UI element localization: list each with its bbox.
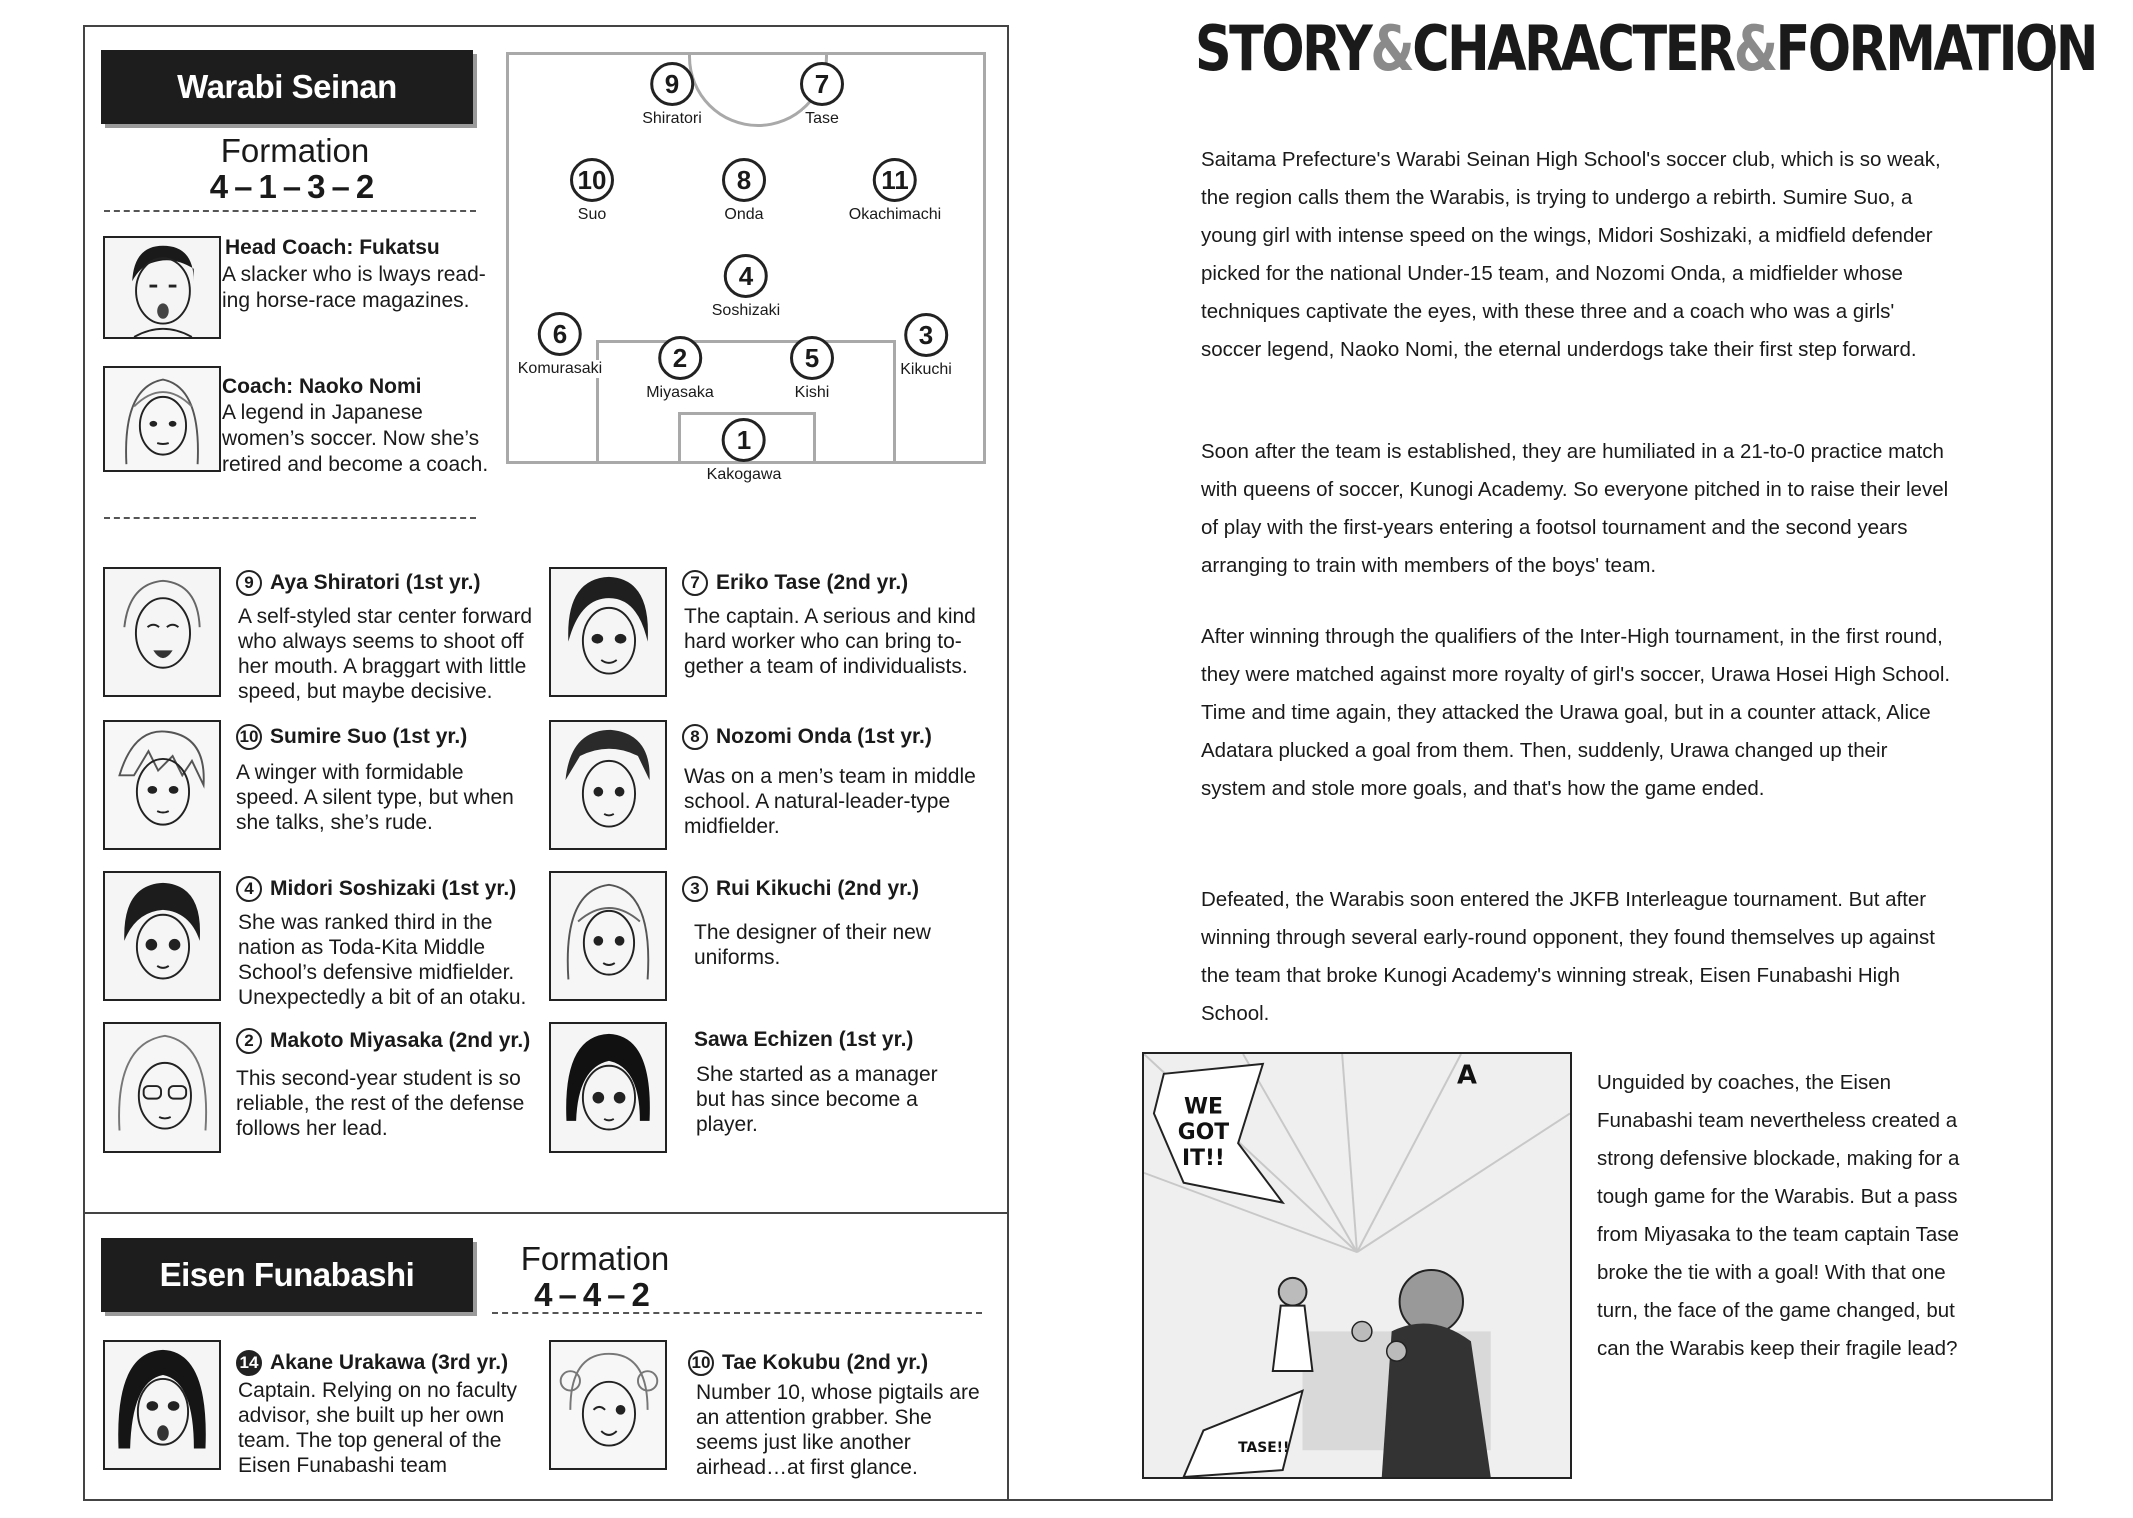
pitch-player: 5 Kishi	[790, 336, 834, 402]
shiratori-portrait	[103, 567, 221, 697]
divider-dashed	[104, 517, 476, 519]
number-badge: 7	[682, 570, 708, 596]
number-badge: 9	[236, 570, 262, 596]
character-desc: A self-styled star center forward who always seems to shoot off her mouth. A braggart with little speed, but maybe decisive.	[238, 605, 533, 703]
character-desc: The captain. A serious and kind hard worker who can bring to- gether a team of individualists.	[684, 605, 976, 678]
manga-panel	[1142, 1052, 1572, 1479]
character-desc: Captain. Relying on no faculty advisor, she built up her own team. The top general of the Eisen Funabashi team	[238, 1379, 517, 1477]
character-header	[236, 876, 516, 902]
character-name: Makoto Miyasaka (2nd yr.)	[270, 1029, 531, 1052]
center-divider	[1007, 25, 1009, 1501]
character-header	[236, 1028, 530, 1054]
pitch-player: 10 Suo	[570, 158, 614, 224]
echizen-portrait	[549, 1022, 667, 1153]
eisen-section-divider	[83, 1212, 1009, 1214]
character-name: Eriko Tase (2nd yr.)	[716, 571, 909, 594]
story-paragraph: After winning through the qualifiers of the Inter-High tournament, in the first round, they were matched against more royalty of girl's soccer, Urawa Hosei High School. Time and time again, they attacked the Urawa goal, but in a counter attack, Alice Adatara plucked a goal from them. Then, suddenly, Urawa changed up their system and stole more goals, and that's how the game ended.	[1201, 625, 1951, 800]
character-name: Midori Soshizaki (1st yr.)	[270, 877, 517, 900]
story-paragraph: Unguided by coaches, the Eisen Funabashi team nevertheless created a strong defensive blockade, making for a tough game for the Warabis. But a pass from Miyasaka to the team captain Tase broke the tie with a goal! With that one turn, the face of the game changed, but can the Warabis keep their fragile lead?	[1597, 1071, 1960, 1360]
kikuchi-portrait	[549, 871, 667, 1001]
pitch-player: 11 Okachimachi	[847, 158, 943, 224]
character-desc: She was ranked third in the nation as Toda-Kita Middle School’s defensive midfielder. Unexpectedly a bit of an otaku.	[238, 911, 527, 1009]
pitch-player: 8 Onda	[722, 158, 766, 224]
pitch-player: 3 Kikuchi	[898, 313, 954, 379]
number-badge: 10	[236, 724, 262, 750]
character-header	[236, 570, 480, 596]
character-desc: This second-year student is so reliable, the rest of the defense follows her lead.	[236, 1067, 525, 1140]
pitch-player: 7 Tase	[800, 62, 844, 128]
kokubu-portrait	[549, 1340, 667, 1470]
character-name: Nozomi Onda (1st yr.)	[716, 725, 932, 748]
number-badge: 10	[688, 1350, 714, 1376]
character-name: Sawa Echizen (1st yr.)	[694, 1028, 914, 1051]
story-paragraph: Soon after the team is established, they are humiliated in a 21-to-0 practice match with queens of soccer, Kunogi Academy. So everyone pitched in to raise their level of play with the first-years entering a footsol tournament and the second years arranging to train with members of the boys' team.	[1201, 440, 1949, 577]
warabi-formation-label: Formation	[220, 132, 370, 169]
right-border	[2051, 25, 2053, 1501]
sfx-a: A	[1457, 1060, 1477, 1091]
character-header	[236, 724, 467, 750]
eisen-formation-value: 4–4–2	[534, 1276, 656, 1313]
top-border-left	[83, 25, 1009, 27]
number-badge: 14	[236, 1350, 262, 1376]
sfx-tase: TASE!!	[1238, 1440, 1290, 1457]
character-header	[682, 876, 919, 902]
number-badge: 2	[236, 1028, 262, 1054]
staff-name-nomi: Coach: Naoko Nomi	[222, 375, 422, 398]
story-paragraph: Saitama Prefecture's Warabi Seinan High School's soccer club, which is so weak, the region calls them the Warabis, is trying to undergo a rebirth. Sumire Suo, a young girl with intense speed on the wings, Midori Soshizaki, a midfield defender picked for the national Under-15 team, and Nozomi Onda, a midfielder whose techniques captivate the eyes, with these three and a coach who was a girls' soccer legend, Naoko Nomi, the eternal underdogs take their first step forward.	[1201, 148, 1941, 361]
manga-panel-art	[1144, 1054, 1570, 1477]
character-name: Rui Kikuchi (2nd yr.)	[716, 877, 920, 900]
warabi-team-header	[101, 50, 473, 124]
pitch-player: 6 Komurasaki	[516, 312, 604, 378]
bottom-border	[83, 1499, 2053, 1501]
character-desc: Number 10, whose pigtails are an attention grabber. She seems just like another airhead…at first glance.	[696, 1381, 980, 1479]
character-desc: The designer of their new uniforms.	[694, 921, 931, 969]
character-header	[682, 724, 932, 750]
character-name: Akane Urakawa (3rd yr.)	[270, 1351, 509, 1374]
urakawa-portrait	[103, 1340, 221, 1470]
character-name: Sumire Suo (1st yr.)	[270, 725, 468, 748]
warabi-team-name: Warabi Seinan	[177, 68, 397, 105]
eisen-team-name: Eisen Funabashi	[159, 1256, 415, 1293]
eisen-formation-label: Formation	[520, 1240, 670, 1277]
page-title: STORY&CHARACTER&FORMATION	[1195, 12, 2096, 85]
divider-dashed	[104, 210, 476, 212]
character-desc: Was on a men’s team in middle school. A natural-leader-type midfielder.	[684, 765, 976, 838]
soshizaki-portrait	[103, 871, 221, 1001]
staff-name-fukatsu: Head Coach: Fukatsu	[225, 236, 440, 259]
warabi-formation-value: 4–1–3–2	[209, 168, 381, 205]
fukatsu-portrait	[103, 236, 221, 339]
character-desc: A winger with formidable speed. A silent type, but when she talks, she’s rude.	[236, 761, 514, 834]
story-paragraph: Defeated, the Warabis soon entered the JKFB Interleague tournament. But after winning through several early-round opponent, they found themselves up against the team that broke Kunogi Academy's winning streak, Eisen Funabashi High School.	[1201, 888, 1935, 1025]
pitch-player: 1 Kakogawa	[705, 418, 784, 484]
character-name: Tae Kokubu (2nd yr.)	[722, 1351, 929, 1374]
pitch-player: 9 Shiratori	[640, 62, 704, 128]
number-badge: 3	[682, 876, 708, 902]
pitch-player: 2 Miyasaka	[644, 336, 716, 402]
character-header	[236, 1350, 508, 1376]
onda-portrait	[549, 720, 667, 850]
sfx-got: GOT	[1177, 1120, 1230, 1146]
left-border	[83, 25, 85, 1501]
suo-portrait	[103, 720, 221, 850]
number-badge: 8	[682, 724, 708, 750]
pitch-player: 4 Soshizaki	[710, 254, 782, 320]
miyasaka-portrait	[103, 1022, 221, 1153]
eisen-team-header	[101, 1238, 473, 1312]
character-header	[682, 570, 908, 596]
staff-desc-nomi: A legend in Japanese women’s soccer. Now she’s retired and become a coach.	[222, 401, 489, 476]
nomi-portrait	[103, 366, 221, 472]
sfx-we: WE	[1183, 1094, 1223, 1120]
character-desc: She started as a manager but has since become a player.	[696, 1063, 938, 1136]
character-header	[694, 1028, 913, 1052]
character-name: Aya Shiratori (1st yr.)	[270, 571, 481, 594]
divider-dashed	[492, 1312, 982, 1314]
character-header	[688, 1350, 928, 1376]
number-badge: 4	[236, 876, 262, 902]
tase-portrait	[549, 567, 667, 697]
staff-desc-fukatsu: A slacker who is lways read- ing horse-race magazines.	[222, 263, 486, 312]
sfx-it: IT!!	[1182, 1145, 1225, 1171]
